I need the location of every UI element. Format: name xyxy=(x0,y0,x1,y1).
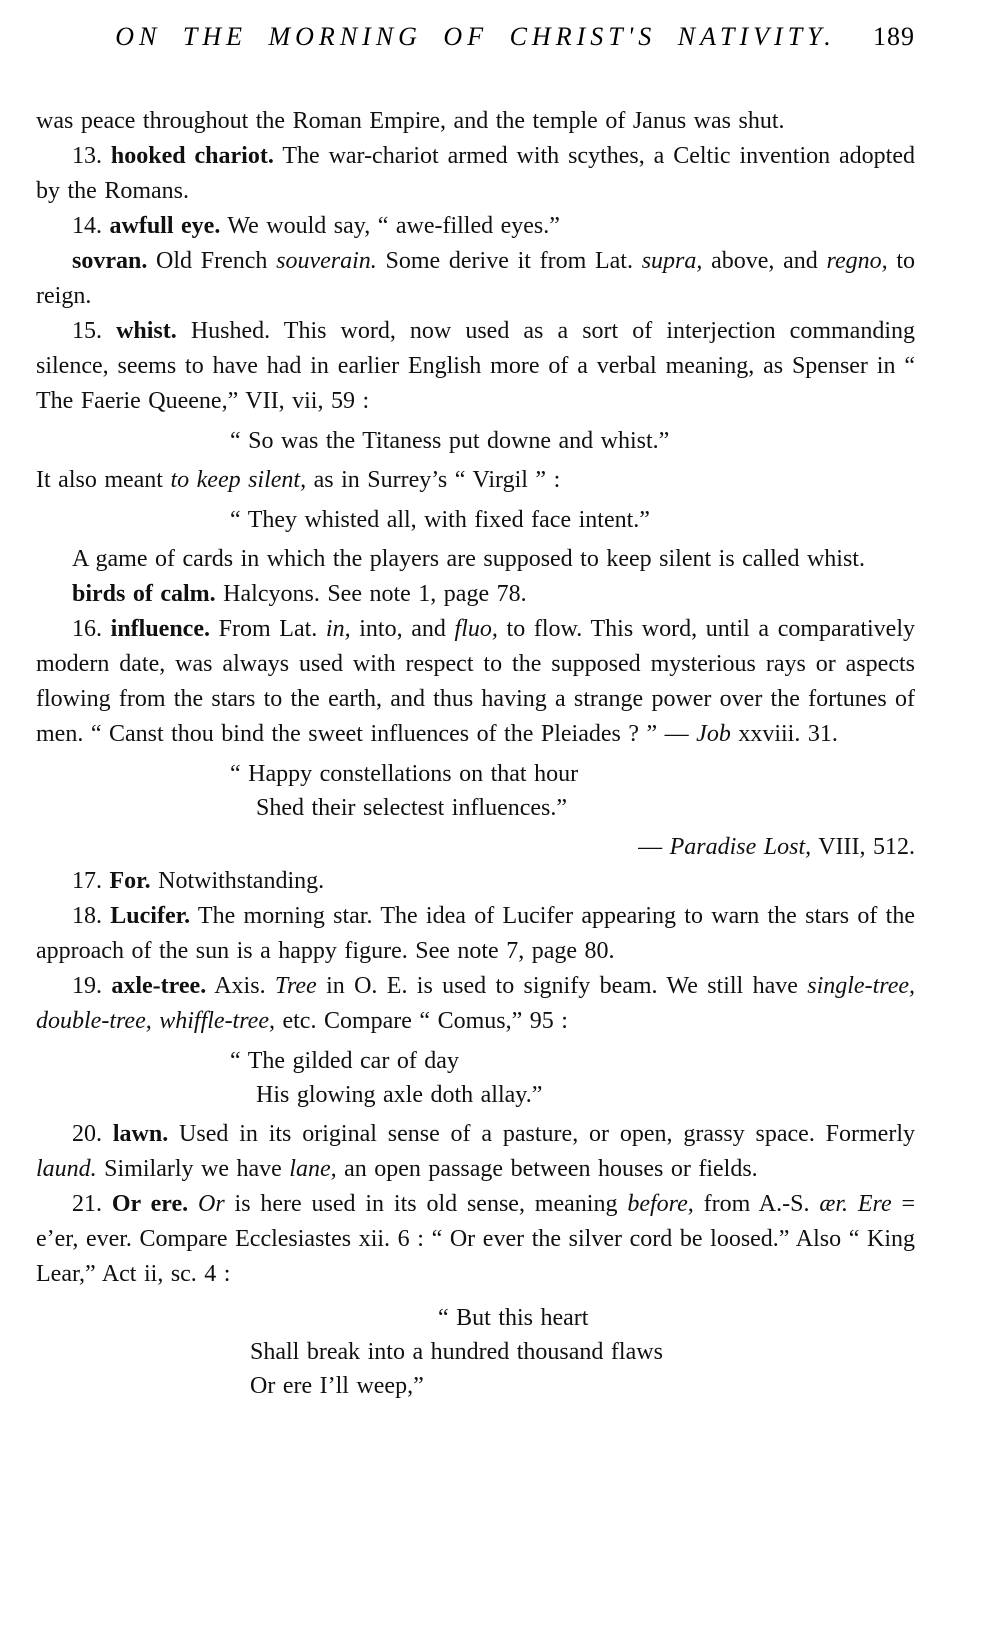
text-run: Halcyons. See note 1, page 78. xyxy=(215,581,527,607)
italic-run: supra, xyxy=(641,248,703,274)
note-term: Lucifer. xyxy=(110,903,191,929)
italic-run: Paradise Lost, xyxy=(669,834,812,860)
note-paragraph-18 xyxy=(36,899,915,969)
text-run: Similarly we have xyxy=(96,1156,290,1182)
text-run: A game of cards in which the players are supposed to keep silent is called whist. xyxy=(72,546,865,572)
italic-run: ær. xyxy=(819,1191,848,1217)
text-run: as in Surrey’s “ Virgil ” : xyxy=(306,467,561,493)
note-paragraph-16 xyxy=(36,612,915,752)
quote-attribution xyxy=(36,830,915,864)
note-term: awfull eye. xyxy=(109,213,221,239)
text-block xyxy=(36,104,915,1403)
note-term: hooked chariot. xyxy=(110,143,274,169)
note-paragraph-continuation xyxy=(36,463,915,498)
italic-run: Tree xyxy=(274,973,317,999)
verse-line: Shed their selectest influences.” xyxy=(256,795,568,821)
italic-run: to keep silent, xyxy=(170,467,307,493)
note-number: 13. xyxy=(72,143,111,169)
note-number: 16. xyxy=(72,616,111,642)
italic-run: Job xyxy=(696,721,731,747)
verse-line: “ Happy constellations on that hour xyxy=(230,761,579,787)
note-term: sovran. xyxy=(72,248,148,274)
italic-run: regno, xyxy=(826,248,888,274)
note-term: birds of calm. xyxy=(72,581,216,607)
italic-run: before, xyxy=(627,1191,694,1217)
note-paragraph-15 xyxy=(36,314,915,419)
text-run: Hushed. This word, now used as a sort of interjection commanding silence, seems to have had in earlier English more of a verbal meaning, as Spenser in “ The Faerie Queene,” VII, vii, 59 : xyxy=(36,318,915,414)
italic-run: double-tree, xyxy=(36,1008,152,1034)
verse-line: “ But this heart xyxy=(438,1305,589,1331)
note-paragraph-birds xyxy=(36,577,915,612)
paragraph-continuation xyxy=(36,104,915,139)
note-term: lawn. xyxy=(112,1121,169,1147)
text-run: into, and xyxy=(350,616,455,642)
verse-line: “ The gilded car of day xyxy=(230,1048,459,1074)
running-head xyxy=(36,22,915,58)
note-paragraph-19 xyxy=(36,969,915,1039)
verse-quote-whisted xyxy=(230,503,915,537)
italic-run: whiffle-tree, xyxy=(151,1008,275,1034)
note-paragraph-20 xyxy=(36,1117,915,1187)
running-title: ON THE MORNING OF CHRIST'S NATIVITY. xyxy=(115,22,836,51)
note-paragraph-14 xyxy=(36,209,915,244)
verse-line: “ They whisted all, with fixed face intent.” xyxy=(230,507,650,533)
note-paragraph-17 xyxy=(36,864,915,899)
note-term: influence. xyxy=(110,616,210,642)
note-term: For. xyxy=(109,868,151,894)
page-number: 189 xyxy=(873,22,915,51)
text-run: was peace throughout the Roman Empire, and the temple of Janus was shut. xyxy=(36,108,785,134)
italic-run: souverain. xyxy=(276,248,377,274)
italic-run: Ere xyxy=(848,1191,892,1217)
italic-run: fluo, xyxy=(454,616,498,642)
verse-line: Shall break into a hundred thousand flaws xyxy=(250,1339,663,1365)
note-number: 17. xyxy=(72,868,110,894)
text-run: We would say, “ awe-filled eyes.” xyxy=(220,213,560,239)
text-run: Notwithstanding. xyxy=(150,868,325,894)
note-number: 19. xyxy=(72,973,112,999)
note-paragraph-21 xyxy=(36,1187,915,1292)
verse-line: “ So was the Titaness put downe and whist.” xyxy=(230,428,670,454)
verse-quote-constellations xyxy=(230,757,915,825)
text-run: It also meant xyxy=(36,467,171,493)
text-run: xxviii. 31. xyxy=(730,721,838,747)
text-run: — xyxy=(638,834,670,860)
text-run: The war-chariot armed with scythes, a Celtic invention adopted by the Romans. xyxy=(36,143,916,204)
verse-line: Or ere I’ll weep,” xyxy=(250,1373,424,1399)
note-number: 15. xyxy=(72,318,117,344)
italic-run: single-tree, xyxy=(807,973,915,999)
paragraph-whist-game xyxy=(36,542,915,577)
verse-line: His glowing axle doth allay.” xyxy=(256,1082,543,1108)
note-term: Or ere. xyxy=(111,1191,189,1217)
text-run: to flow. This word, until a comparatively modern date, was always used with respect to the supposed mysterious rays or aspects flowing from the stars to the earth, and thus having a strange power over the fortunes of men. “ Canst thou bind the sweet influences of the Pleiades ? ” — xyxy=(36,616,915,747)
italic-run: Or xyxy=(188,1191,225,1217)
text-run: from A.-S. xyxy=(693,1191,820,1217)
note-paragraph-sovran xyxy=(36,244,915,314)
note-term: whist. xyxy=(116,318,177,344)
text-run: The morning star. The idea of Lucifer appearing to warn the stars of the approach of the sun is a happy figure. See note 7, page 80. xyxy=(36,903,916,964)
text-run: Old French xyxy=(147,248,277,274)
note-number: 20. xyxy=(72,1121,113,1147)
italic-run: laund. xyxy=(36,1156,97,1182)
text-run: Used in its original sense of a pasture, or open, grassy space. Formerly xyxy=(168,1121,915,1147)
text-run: to reign. xyxy=(36,248,915,309)
text-run: Some derive it from Lat. xyxy=(376,248,642,274)
text-run: VIII, 512. xyxy=(811,834,915,860)
italic-run: lane, xyxy=(289,1156,337,1182)
text-run: above, and xyxy=(702,248,827,274)
verse-quote-titaness xyxy=(230,424,915,458)
text-run: in O. E. is used to signify beam. We still have xyxy=(316,973,808,999)
verse-quote-king-lear xyxy=(250,1301,915,1403)
note-number: 21. xyxy=(72,1191,112,1217)
note-paragraph-13 xyxy=(36,139,915,209)
note-number: 18. xyxy=(72,903,111,929)
text-run: From Lat. xyxy=(209,616,326,642)
note-term: axle-tree. xyxy=(111,973,207,999)
note-number: 14. xyxy=(72,213,110,239)
text-run: = e’er, ever. Compare Ecclesiastes xii. 6 : “ Or ever the silver cord be loosed.” Also “ King Lear,” Act ii, sc. 4 : xyxy=(36,1191,916,1287)
text-run: an open passage between houses or fields. xyxy=(336,1156,758,1182)
verse-quote-gilded-car xyxy=(230,1044,915,1112)
text-run: etc. Compare “ Comus,” 95 : xyxy=(274,1008,568,1034)
text-run: is here used in its old sense, meaning xyxy=(224,1191,628,1217)
text-run: Axis. xyxy=(206,973,275,999)
italic-run: in, xyxy=(325,616,351,642)
